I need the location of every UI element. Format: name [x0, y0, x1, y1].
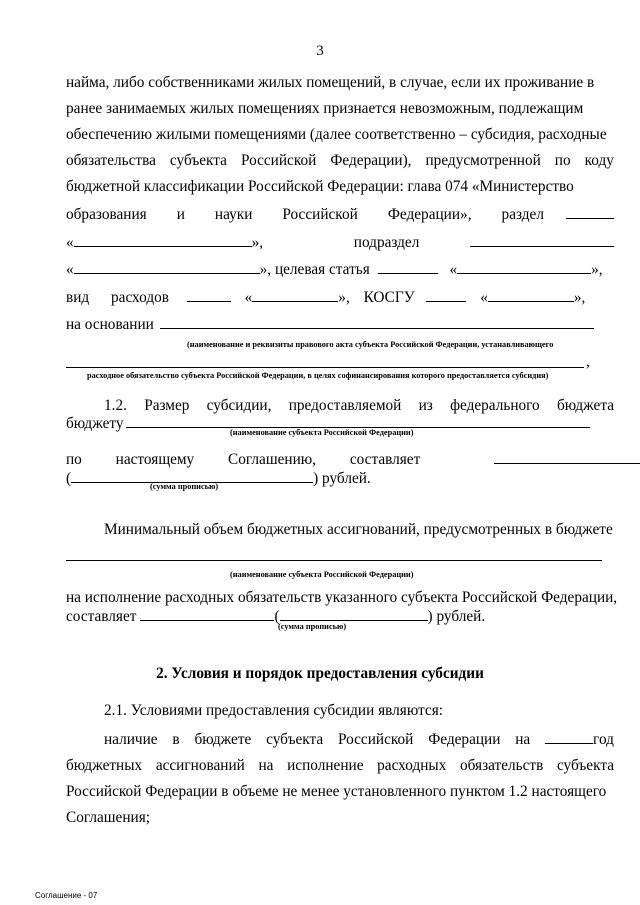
blank-field [280, 606, 428, 621]
field-caption: (наименование и реквизиты правового акта субъекта Российской Федерации, устанавливающего [187, 340, 554, 349]
text-line: найма, либо собственниками жилых помещений, в случае, если их проживание в [66, 74, 595, 91]
blank-field [160, 314, 594, 329]
text-line: бюджету [66, 413, 614, 434]
field-caption: (сумма прописью) [278, 622, 347, 631]
blank-field [74, 259, 260, 274]
field-caption: расходное обязательство субъекта Российской Федерации, в целях софинансирования которого предоставляется субсидия) [87, 371, 549, 380]
text-line: наличие в бюджете субъекта Российской Федерации на год [104, 731, 614, 748]
text-line: Минимальный объем бюджетных ассигнований, предусмотренных в бюджете [104, 521, 613, 538]
text-line: ( ) рублей. [66, 470, 371, 487]
text-line: ранее занимаемых жилых помещениях признается невозможным, подлежащим [66, 100, 584, 117]
text-line: , [586, 353, 590, 370]
text-line: Российской Федерации в объеме не менее установленного пунктом 1.2 настоящего [66, 783, 607, 800]
blank-field [470, 232, 614, 247]
blank-field [426, 287, 466, 302]
text-line: вид расходов « », КОСГУ « », [66, 289, 586, 306]
text-line: 1.2. Размер субсидии, предоставляемой из федерального бюджета [104, 397, 614, 414]
text-line: Соглашения; [66, 809, 150, 826]
blank-line [66, 560, 602, 561]
text-line: бюджетной классификации Российской Федерации: глава 074 «Министерство [66, 178, 574, 195]
field-caption: (сумма прописью) [150, 482, 219, 491]
blank-field [545, 729, 593, 744]
text-line: « », целевая статья « », [66, 261, 603, 278]
blank-field [126, 413, 590, 428]
field-caption: (наименование субъекта Российской Федерации) [230, 570, 414, 579]
blank-field [71, 468, 313, 483]
blank-field [488, 287, 574, 302]
text-line: 2.1. Условиями предоставления субсидии являются: [104, 702, 444, 719]
blank-field [566, 204, 614, 219]
text-line: образования и науки Российской Федерации», раздел [66, 204, 614, 225]
blank-field [140, 606, 274, 621]
section-heading: 2. Условия и порядок предоставления субсидии [156, 665, 484, 682]
blank-field [74, 232, 252, 247]
page-number: 3 [316, 43, 324, 59]
text-line: по настоящему Соглашению, составляет [66, 449, 614, 470]
blank-field [457, 259, 591, 274]
text-line: обеспечению жилыми помещениями (далее соответственно – субсидия, расходные [66, 126, 607, 143]
blank-field [252, 287, 338, 302]
blank-field [494, 449, 640, 464]
text-line: бюджетных ассигнований на исполнение расходных обязательств субъекта [66, 757, 614, 774]
text-line: обязательства субъекта Российской Федерации), предусмотренной по коду [66, 152, 614, 169]
text-line: на исполнение расходных обязательств указанного субъекта Российской Федерации, [66, 589, 618, 606]
blank-field [187, 287, 231, 302]
field-caption: (наименование субъекта Российской Федерации) [230, 428, 414, 437]
blank-field [378, 259, 438, 274]
blank-line [66, 367, 584, 368]
text-line: « », подраздел [66, 232, 614, 253]
text-line: составляет ( ) рублей. [66, 608, 486, 625]
footer-label: Соглашение - 07 [35, 891, 98, 900]
text-line: на основании [66, 314, 614, 335]
